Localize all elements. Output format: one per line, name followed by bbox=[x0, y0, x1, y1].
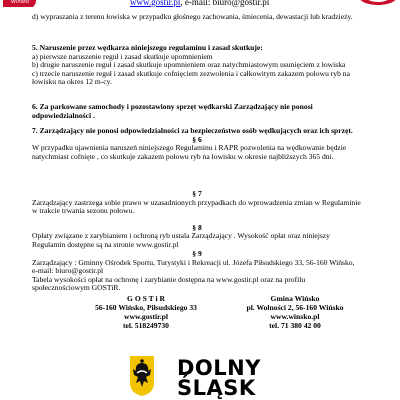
page-header bbox=[0, 0, 400, 9]
footer-gmina-web[interactable]: www.winsko.pl bbox=[270, 312, 320, 321]
paragraph-8-mark: § 8 bbox=[192, 223, 202, 232]
header-email: , e-mail: biuro@gostir.pl bbox=[180, 0, 270, 7]
winsko-logo bbox=[3, 0, 39, 7]
paragraph-9 bbox=[32, 250, 362, 293]
section-4d bbox=[32, 13, 362, 22]
section-7-text: 7. Zarządzający nie ponosi odpowiedzialności za bezpieczeństwo osób wędkujących oraz ich sprzęt. bbox=[32, 126, 353, 135]
footer-gostir bbox=[88, 294, 204, 330]
footer-gmina-address: pl. Wolności 2, 56-160 Wińsko bbox=[246, 303, 344, 312]
svg-text:Winsko: Winsko bbox=[11, 0, 30, 5]
footer-gmina-name: Gmina Wińsko bbox=[270, 294, 320, 303]
section-6-text: 6. Za parkowane samochody i pozostawiony sprzęt wędkarski Zarządzający nie ponosi odpowiedzialności . bbox=[32, 102, 313, 120]
footer-gmina-phone: tel. 71 380 42 00 bbox=[269, 321, 321, 330]
brand-line-1: DOLNY bbox=[177, 356, 261, 380]
paragraph-9-mark: § 9 bbox=[192, 249, 202, 258]
dolny-slask-crest-icon bbox=[129, 355, 155, 397]
paragraph-9-text-1: Zarządzający : Gminny Ośrodek Sportu, Turystyki i Rekreacji ul. Józefa Piłsudskiego 33, 56-160 Wińsko, e-mail: biuro@gostir.pl bbox=[32, 257, 355, 276]
paragraph-6-mark: § 6 bbox=[192, 134, 202, 144]
paragraph-8 bbox=[32, 232, 362, 249]
header-contact bbox=[130, 0, 269, 7]
section-4d-text: d) wypraszania z terenu łowiska w przypadku głośnego zachowania, śmiecenia, dewastacji lub kradzieży. bbox=[32, 12, 353, 21]
brand-line-2: ŚLĄSK bbox=[177, 376, 256, 400]
section-5-item-b: b) drugie naruszenie reguł i zasad skutkuje upomnieniem oraz natychmiastowym usunięciem z łowiska bbox=[32, 60, 346, 70]
dolny-slask-wordmark bbox=[177, 358, 261, 398]
paragraph-7 bbox=[32, 190, 362, 216]
paragraph-9-text-2: Tabela wysokości opłat na ochronę i zarybianie dostępna na www.gostir.pl oraz na profilu społecznościowym GOSTiR. bbox=[32, 274, 306, 293]
section-5-title: 5. Naruszenie przez wędkarza niniejszego regulaminu i zasad skutkuje: bbox=[32, 43, 263, 52]
header-website-link[interactable]: www.gostir.pl bbox=[130, 0, 181, 7]
footer-gmina bbox=[236, 294, 354, 330]
paragraph-7-mark: § 7 bbox=[192, 189, 202, 198]
paragraph-8-text: Opłaty związane z zarybianiem i ochroną ryb ustala Zarządzający . Wysokość opłat oraz niniejszy Regulamin dostępne są na stronie www.gostir.pl bbox=[32, 231, 330, 249]
paragraph-7-text: Zarządzający zastrzega sobie prawo w uzasadnionych przypadkach do wprowadzenia zmian w Regulaminie w trakcie trwania sezonu połowu. bbox=[32, 197, 361, 216]
footer-gostir-name: G O S T i R bbox=[127, 294, 165, 303]
gostir-logo bbox=[358, 0, 398, 5]
paragraph-6-text: W przypadku ujawnienia naruszeń niniejszego Regulaminu i RAPR pozwolenia na wędkowanie będzie natychmiast cofnięte , co skutkuje zakazem połowu ryb na łowisku w okresie najbliższych 365 dni. bbox=[32, 143, 347, 161]
footer-gostir-web[interactable]: www.gostir.pl bbox=[123, 312, 169, 321]
section-5-item-a: a) pierwsze naruszenie reguł i zasad skutkuje upomnieniem bbox=[32, 51, 213, 61]
section-6 bbox=[32, 103, 362, 120]
section-5-item-c: c) trzecie naruszenie reguł i zasad skutkuje cofnięciem zezwolenia i całkowitym zakazem połowu ryb na łowisku na okres 12 m-cy. bbox=[32, 68, 350, 87]
section-7 bbox=[32, 127, 362, 161]
footer-gostir-address: 56-160 Wińsko, Piłsudskiego 33 bbox=[95, 303, 197, 312]
footer-gostir-phone: tel. 518249730 bbox=[123, 321, 169, 330]
section-5 bbox=[32, 44, 362, 87]
